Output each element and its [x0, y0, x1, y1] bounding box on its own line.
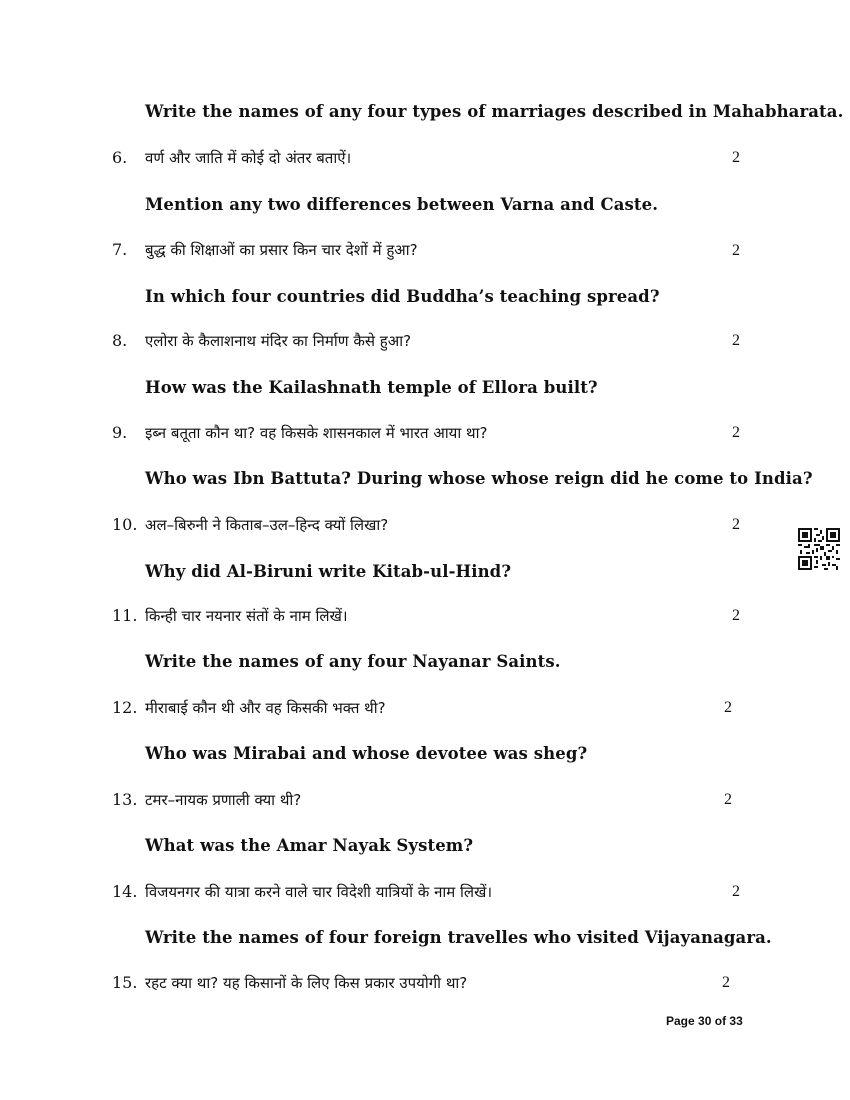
question-marks: 2 [732, 883, 740, 900]
footer-page-number: 30 [698, 1014, 712, 1028]
question-english: What was the Amar Nayak System? [145, 836, 474, 855]
page-footer [666, 1014, 743, 1028]
footer-of-word: of [714, 1014, 727, 1028]
footer-page-word: Page [666, 1014, 695, 1028]
question-marks: 2 [732, 332, 740, 349]
qr-code-icon [798, 528, 840, 570]
question-english: Mention any two differences between Varna and Caste. [145, 195, 659, 214]
question-hindi: मीराबाई कौन थी और वह किसकी भक्त थी? [145, 699, 386, 717]
question-number: 14. [112, 882, 138, 901]
question-number: 13. [112, 790, 138, 809]
question-english: Who was Mirabai and whose devotee was sheg? [145, 744, 588, 763]
question-hindi: रहट क्या था? यह किसानों के लिए किस प्रकार उपयोगी था? [145, 974, 468, 992]
question-number: 7. [112, 240, 128, 259]
question-hindi: किन्ही चार नयनार संतों के नाम लिखें। [145, 607, 348, 625]
question-number: 6. [112, 148, 128, 167]
question-hindi: बुद्ध की शिक्षाओं का प्रसार किन चार देशों में हुआ? [145, 241, 418, 259]
question-number: 9. [112, 423, 128, 442]
question-hindi: इब्न बतूता कौन था? वह किसके शासनकाल में भारत आया था? [145, 424, 488, 442]
question-hindi: टमर–नायक प्रणाली क्या थी? [145, 791, 302, 809]
question-number: 10. [112, 515, 138, 534]
question-hindi: एलोरा के कैलाशनाथ मंदिर का निर्माण कैसे हुआ? [145, 332, 412, 350]
question-marks: 2 [724, 791, 732, 808]
question-marks: 2 [722, 974, 730, 991]
question-marks: 2 [732, 149, 740, 166]
question-number: 15. [112, 973, 138, 992]
footer-total-pages: 33 [729, 1014, 743, 1028]
question-number: 12. [112, 698, 138, 717]
question-english: Write the names of any four Nayanar Saints. [145, 652, 561, 671]
question-marks: 2 [732, 607, 740, 624]
question-english: Why did Al-Biruni write Kitab-ul-Hind? [145, 562, 512, 581]
question-number: 11. [112, 606, 138, 625]
question-hindi: विजयनगर की यात्रा करने वाले चार विदेशी यात्रियों के नाम लिखें। [145, 883, 493, 901]
question-marks: 2 [732, 424, 740, 441]
question-marks: 2 [732, 516, 740, 533]
question-hindi: अल–बिरुनी ने किताब–उल–हिन्द क्यों लिखा? [145, 516, 389, 534]
question-english: In which four countries did Buddha’s teaching spread? [145, 287, 660, 306]
question-marks: 2 [732, 242, 740, 259]
question-hindi: वर्ण और जाति में कोई दो अंतर बताऐं। [145, 149, 352, 167]
question-english: How was the Kailashnath temple of Ellora built? [145, 378, 598, 397]
question-english: Write the names of four foreign travelles who visited Vijayanagara. [145, 928, 772, 947]
question-marks: 2 [724, 699, 732, 716]
intro-question-english: Write the names of any four types of marriages described in Mahabharata. [145, 102, 844, 121]
question-english: Who was Ibn Battuta? During whose whose reign did he come to India? [145, 469, 813, 488]
question-number: 8. [112, 331, 128, 350]
